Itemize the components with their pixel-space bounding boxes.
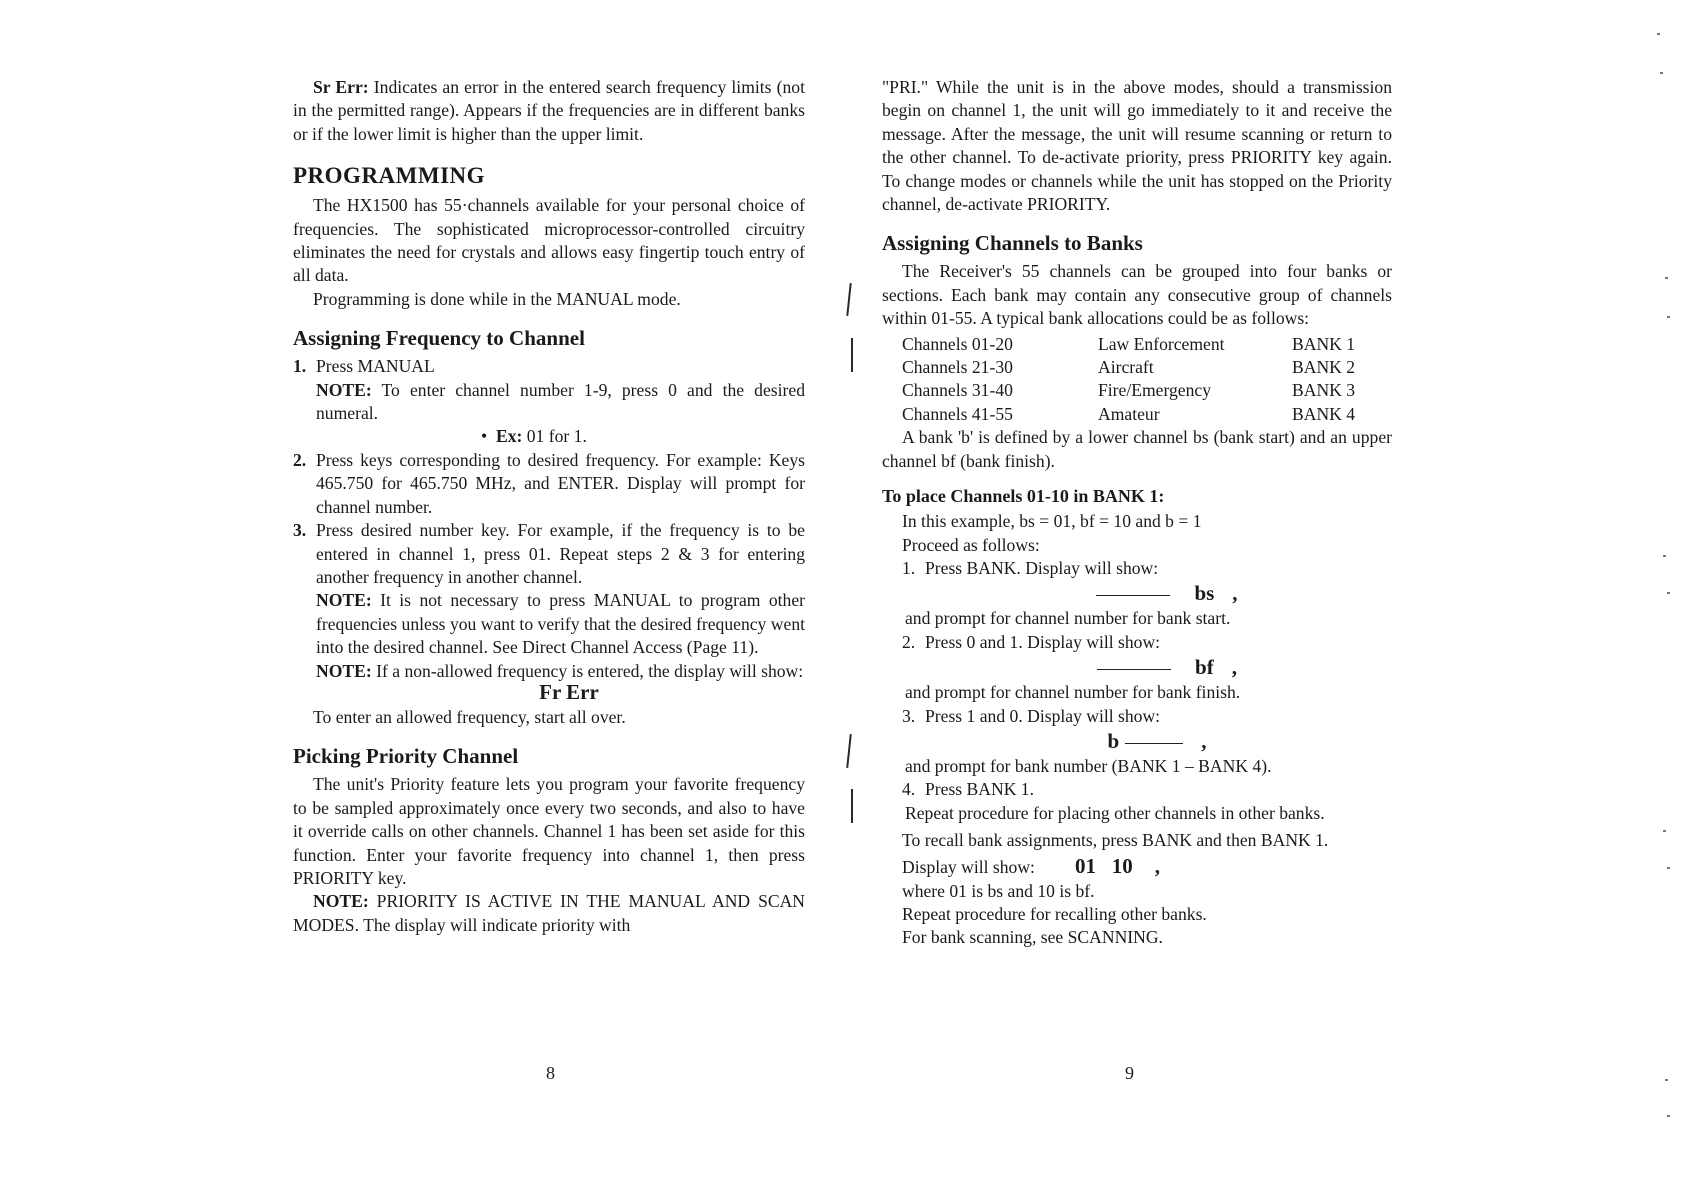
bank-row-use: Amateur <box>1098 403 1160 424</box>
step-3 <box>293 519 805 589</box>
display-comma: , <box>1201 728 1207 753</box>
sr-err-paragraph <box>293 76 805 146</box>
page-number-right: 9 <box>1125 1063 1134 1083</box>
bs-display <box>882 580 1392 607</box>
bs-display-text: bs <box>1194 581 1215 606</box>
proceed-text: Proceed as follows: <box>902 534 1040 555</box>
note-2-term: NOTE: <box>316 590 372 611</box>
b-display-text: b <box>1107 728 1120 753</box>
note-3-text: If a non-allowed frequency is entered, the display will show: <box>371 660 804 681</box>
display-will-show-text: Display will show: <box>902 857 1035 878</box>
note-1 <box>293 379 805 426</box>
bullet-icon: • <box>481 426 488 447</box>
bank-step-3-number: 3. <box>902 705 916 726</box>
scan-speck <box>1667 867 1670 869</box>
sr-err-term: Sr Err: <box>313 77 369 97</box>
bank-step-2 <box>882 631 1392 654</box>
place-example: In this example, bs = 01, bf = 10 and b = 1 <box>902 511 1202 532</box>
bf-display-text: bf <box>1195 655 1214 680</box>
where-text: where 01 is bs and 10 is bf. <box>902 880 1095 901</box>
step-3-number: 3. <box>293 520 307 541</box>
example-term: Ex: <box>495 426 523 447</box>
note-1-text: To enter channel number 1-9, press 0 and the desired numeral. <box>316 379 805 424</box>
scan-speck <box>1657 33 1660 35</box>
bank-step-1-after: and prompt for channel number for bank start. <box>905 608 1231 629</box>
programming-para1: The HX1500 has 55·channels available for your personal choice of frequencies. The sophisticated microprocessor-controlled circuitry eliminates the need for crystals and allows easy fingertip touch entry of all data. <box>293 195 805 286</box>
bank-step-1 <box>882 557 1392 580</box>
bank-step-4 <box>882 778 1392 801</box>
bank-row-bank: BANK 2 <box>1292 357 1356 378</box>
priority-note-term: NOTE: <box>313 891 369 912</box>
sr-err-text: Indicates an error in the entered search frequency limits (not in the permitted range). Appears if the frequencies are in different banks or if the lower limit is higher than the upper limit. <box>293 77 805 144</box>
bank-row-channels: Channels 31-40 <box>902 380 1013 401</box>
recall-display-row <box>882 853 1392 880</box>
bank-row <box>902 356 1392 379</box>
step-1-number: 1. <box>293 356 307 377</box>
priority-heading: Picking Priority Channel <box>293 744 519 769</box>
scan-speck <box>1663 830 1666 832</box>
display-comma: , <box>1154 853 1160 878</box>
priority-note-text: PRIORITY IS ACTIVE IN THE MANUAL AND SCAN MODES. The display will indicate priority with <box>293 891 805 935</box>
bank-step-2-after: and prompt for channel number for bank finish. <box>905 682 1241 703</box>
display-blank <box>1096 595 1170 596</box>
page-number-left: 8 <box>546 1063 555 1083</box>
step-2-number: 2. <box>293 449 307 470</box>
bank-definition: A bank 'b' is defined by a lower channel bs (bank start) and an upper channel bf (bank finish). <box>882 427 1392 471</box>
right-page <box>882 76 1392 950</box>
bank-row-use: Fire/Emergency <box>1098 380 1212 401</box>
bank-row-bank: BANK 3 <box>1292 380 1356 401</box>
scan-speck <box>1667 1115 1670 1117</box>
example-text: 01 for 1. <box>522 426 587 447</box>
fr-err-display: Fr Err <box>539 679 599 704</box>
repeat-text: Repeat procedure for recalling other banks. <box>902 903 1207 924</box>
scanning-text: For bank scanning, see SCANNING. <box>902 927 1163 948</box>
left-page <box>293 76 805 937</box>
bank-step-3-text: Press 1 and 0. Display will show: <box>925 705 1161 726</box>
bank-allocation-table <box>902 333 1392 427</box>
bank-step-2-text: Press 0 and 1. Display will show: <box>925 631 1161 652</box>
priority-paragraph: The unit's Priority feature lets you program your favorite frequency to be sampled approximately once every two seconds, and also to have it override calls on other channels. Channel 1 has been set aside for this function. Enter your favorite frequency into channel 1, then press PRIORITY key. <box>293 774 805 888</box>
gutter-mark <box>851 338 853 372</box>
gutter-mark <box>851 789 853 823</box>
scan-speck <box>1667 316 1670 318</box>
note-1-term: NOTE: <box>316 379 372 400</box>
gutter-mark <box>846 283 851 316</box>
example-line <box>293 425 805 448</box>
note-3-term: NOTE: <box>316 660 372 681</box>
bank-row <box>902 379 1392 402</box>
bank-step-2-number: 2. <box>902 631 916 652</box>
bank-step-1-number: 1. <box>902 557 916 578</box>
step-2 <box>293 449 805 519</box>
b-display <box>882 728 1392 755</box>
bank-step-3-after: and prompt for bank number (BANK 1 – BANK 4). <box>905 755 1272 776</box>
display-blank <box>1097 669 1171 670</box>
bank-step-4-text: Press BANK 1. <box>925 779 1034 800</box>
bank-row-bank: BANK 1 <box>1292 333 1356 354</box>
bank-row-use: Aircraft <box>1098 357 1154 378</box>
allowed-frequency-text: To enter an allowed frequency, start all over. <box>313 706 626 727</box>
bank-step-1-text: Press BANK. Display will show: <box>925 557 1159 578</box>
bank-step-4-number: 4. <box>902 779 916 800</box>
assign-frequency-heading: Assigning Frequency to Channel <box>293 326 585 351</box>
bank-row-channels: Channels 21-30 <box>902 357 1013 378</box>
bank-row <box>902 333 1392 356</box>
step-2-text: Press keys corresponding to desired frequency. For example: Keys 465.750 for 465.750 MHz, and ENTER. Display will prompt for channel number. <box>316 449 805 517</box>
bank-row-use: Law Enforcement <box>1098 333 1225 354</box>
scan-speck <box>1667 592 1670 594</box>
banks-heading: Assigning Channels to Banks <box>882 231 1143 256</box>
scan-speck <box>1663 555 1666 557</box>
programming-para2: Programming is done while in the MANUAL mode. <box>313 288 681 309</box>
scan-speck <box>1665 277 1668 279</box>
banks-intro: The Receiver's 55 channels can be grouped into four banks or sections. Each bank may contain any consecutive group of channels within 01-55. A typical bank allocations could be as follows: <box>882 261 1392 329</box>
scan-speck <box>1660 72 1663 74</box>
bf-display <box>882 654 1392 681</box>
display-comma: , <box>1232 581 1238 606</box>
recall-display: 01 10 <box>1074 853 1133 878</box>
programming-heading: PROGRAMMING <box>293 163 486 189</box>
note-2-text: It is not necessary to press MANUAL to program other frequencies unless you want to verify that the desired frequency went into the desired channel. See Direct Channel Access (Page 11). <box>316 590 805 658</box>
note-2 <box>293 589 805 659</box>
scan-speck <box>1665 1079 1668 1081</box>
gutter-mark <box>846 734 852 768</box>
display-comma: , <box>1231 655 1237 680</box>
place-channels-heading: To place Channels 01-10 in BANK 1: <box>882 486 1165 507</box>
bank-step-4-after: Repeat procedure for placing other channels in other banks. <box>905 802 1325 823</box>
priority-note <box>293 890 805 937</box>
step-1 <box>293 355 805 378</box>
bank-row-channels: Channels 41-55 <box>902 403 1013 424</box>
bank-step-3 <box>882 705 1392 728</box>
step-3-text: Press desired number key. For example, if the frequency is to be entered in channel 1, press 01. Repeat steps 2 & 3 for entering another frequency in another channel. <box>316 520 805 587</box>
recall-text: To recall bank assignments, press BANK and then BANK 1. <box>902 830 1329 851</box>
priority-continued: "PRI." While the unit is in the above modes, should a transmission begin on channel 1, the unit will go immediately to it and receive the message. After the message, the unit will resume scanning or return to the other channel. To de-activate priority, press PRIORITY key again. To change modes or channels while the unit has stopped on the Priority channel, de-activate PRIORITY. <box>882 77 1392 215</box>
bank-row <box>902 403 1392 426</box>
display-blank <box>1125 743 1183 744</box>
step-1-text: Press MANUAL <box>316 356 435 377</box>
bank-row-bank: BANK 4 <box>1292 403 1356 424</box>
bank-row-channels: Channels 01-20 <box>902 333 1013 354</box>
